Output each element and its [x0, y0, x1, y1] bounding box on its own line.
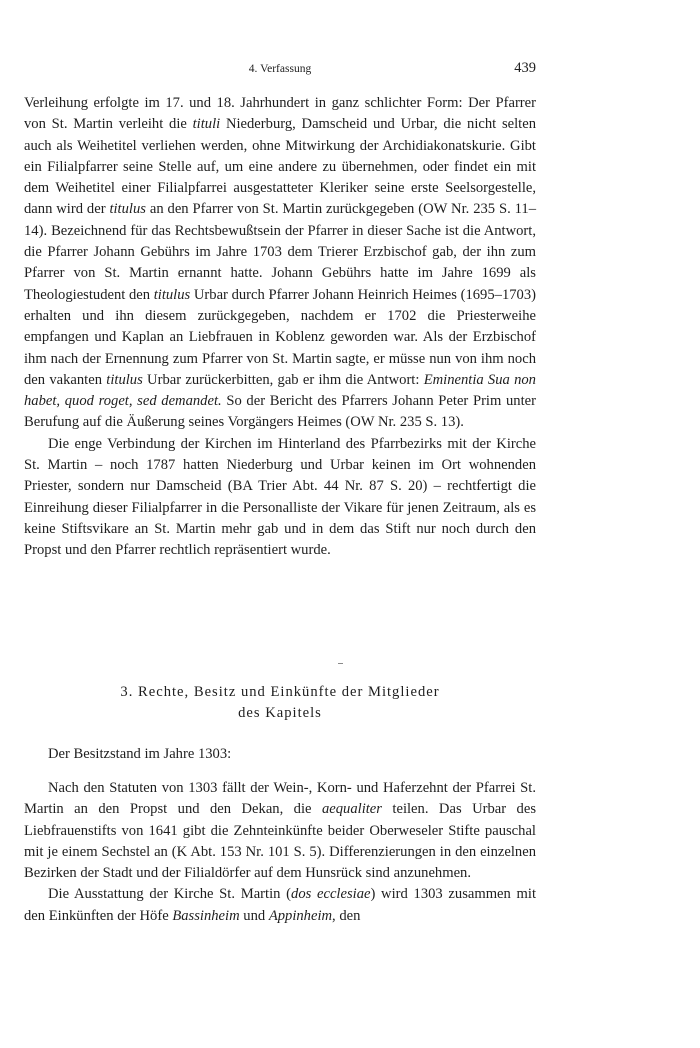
- intro-line: Der Besitzstand im Jahre 1303:: [48, 746, 232, 762]
- running-head: [24, 60, 536, 80]
- text-block-2: [24, 778, 536, 927]
- paragraph-1: [24, 93, 536, 434]
- italic-term: titulus: [153, 286, 191, 303]
- text-segment: Niederburg, Damscheid und Urbar, die nicht selten auch als Weihetitel verliehen werden, ohne Mitwirkung der Archidiakonatskurie. Gibt ein Filialpfarrer seine Stelle auf, um eine andere zu übernehmen, oder findet ein mit dem Weihetitel einer Filialpfarrei ausgestatteter Kleriker seine erste Seelsorgestelle, dann wird der: [24, 116, 536, 218]
- italic-term: Appinheim: [268, 907, 333, 924]
- text-segment: Die Ausstattung der Kirche St. Martin (: [48, 886, 292, 903]
- running-head-section: 4. Verfassung: [248, 63, 312, 75]
- text-segment: , den: [332, 907, 361, 924]
- text-block-1: [24, 93, 536, 562]
- text-segment: teilen. Das Urbar des Liebfrauenstifts von 1641 gibt die Zehnteinkünfte beider Oberweseler Stifte pauschal mit je einem Sechstel an (K Abt. 153 Nr. 101 S. 5). Differenzierungen in den einzelnen Bezirken der Stadt und der Filialdörfer auf dem Hunsrück sind anzunehmen.: [24, 801, 536, 882]
- text-segment: Verleihung erfolgte im 17. und 18. Jahrhundert in ganz schlichter Form: Der Pfarrer von St. Martin verleiht die: [24, 95, 536, 133]
- section-heading-line-2: des Kapitels: [238, 705, 322, 721]
- section-heading-line-1: 3. Rechte, Besitz und Einkünfte der Mitglieder: [120, 684, 440, 700]
- text-segment: Urbar zurückerbitten, gab er ihm die Antwort:: [142, 371, 424, 388]
- paragraph-4: [24, 884, 536, 927]
- text-segment: an den Pfarrer von St. Martin zurückgegeben (OW Nr. 235 S. 11–14). Bezeichnend für das Rechtsbewußtsein der Pfarrer in dieser Sache ist die Antwort, die Pfarrer Johann Gebührs im Jahre 1703 dem Trierer Erzbischof gab, der ihn zum Pfarrer von St. Martin ernannt hatte. Johann Gebührs hatte im Jahre 1699 als Theologiestudent den: [24, 201, 536, 303]
- italic-term: Bassinheim: [172, 907, 240, 924]
- paragraph-2: Die enge Verbindung der Kirchen im Hinterland des Pfarrbezirks mit der Kirche St. Martin – noch 1787 hatten Niederburg und Urbar keinen im Ort wohnenden Priester, sondern nur Damscheid (BA Trier Abt. 44 Nr. 87 S. 20) – rechtfertigt die Einreihung dieser Filialpfarrer in die Personalliste der Vikare für jenen Zeitraum, als es keine Stiftsvikare an St. Martin mehr gab und in dem das Stift nur noch durch den Propst und den Pfarrer rechtlich repräsentiert wurde.: [24, 435, 536, 559]
- text-segment: ) wird 1303 zusammen mit den Einkünften der Höfe: [24, 886, 537, 924]
- italic-term: titulus: [109, 201, 146, 218]
- text-segment: Urbar durch Pfarrer Johann Heinrich Heimes (1695–1703) erhalten und ihn diesem zurückgegeben, nachdem er 1702 die Priesterweihe empfangen und Kaplan an Liebfrauen in Koblenz geworden war. Als der Erzbischof ihm nach der Ernennung zum Pfarrer von St. Martin sagte, er müsse nun von ihm noch den vakanten: [24, 286, 536, 388]
- divider-mark: [338, 663, 343, 664]
- latin-quotation: Eminentia Sua non habet, quod roget, sed demandet.: [24, 371, 536, 410]
- paragraph-3: [24, 778, 536, 884]
- italic-term: titulus: [106, 371, 143, 388]
- italic-term: tituli: [192, 116, 221, 133]
- italic-term: aequaliter: [321, 801, 382, 818]
- intro-block: [24, 744, 536, 765]
- text-segment: So der Bericht des Pfarrers Johann Peter Prim unter Berufung auf die Äußerung seines Vorgängers Heimes (OW Nr. 235 S. 13).: [24, 393, 536, 431]
- italic-term: dos ecclesiae: [291, 886, 371, 903]
- text-segment: und: [239, 907, 269, 924]
- text-segment: Nach den Statuten von 1303 fällt der Wein-, Korn- und Haferzehnt der Pfarrei St. Martin an den Propst und den Dekan, die: [24, 780, 536, 818]
- section-heading: [24, 682, 536, 724]
- page-number: 439: [514, 60, 536, 76]
